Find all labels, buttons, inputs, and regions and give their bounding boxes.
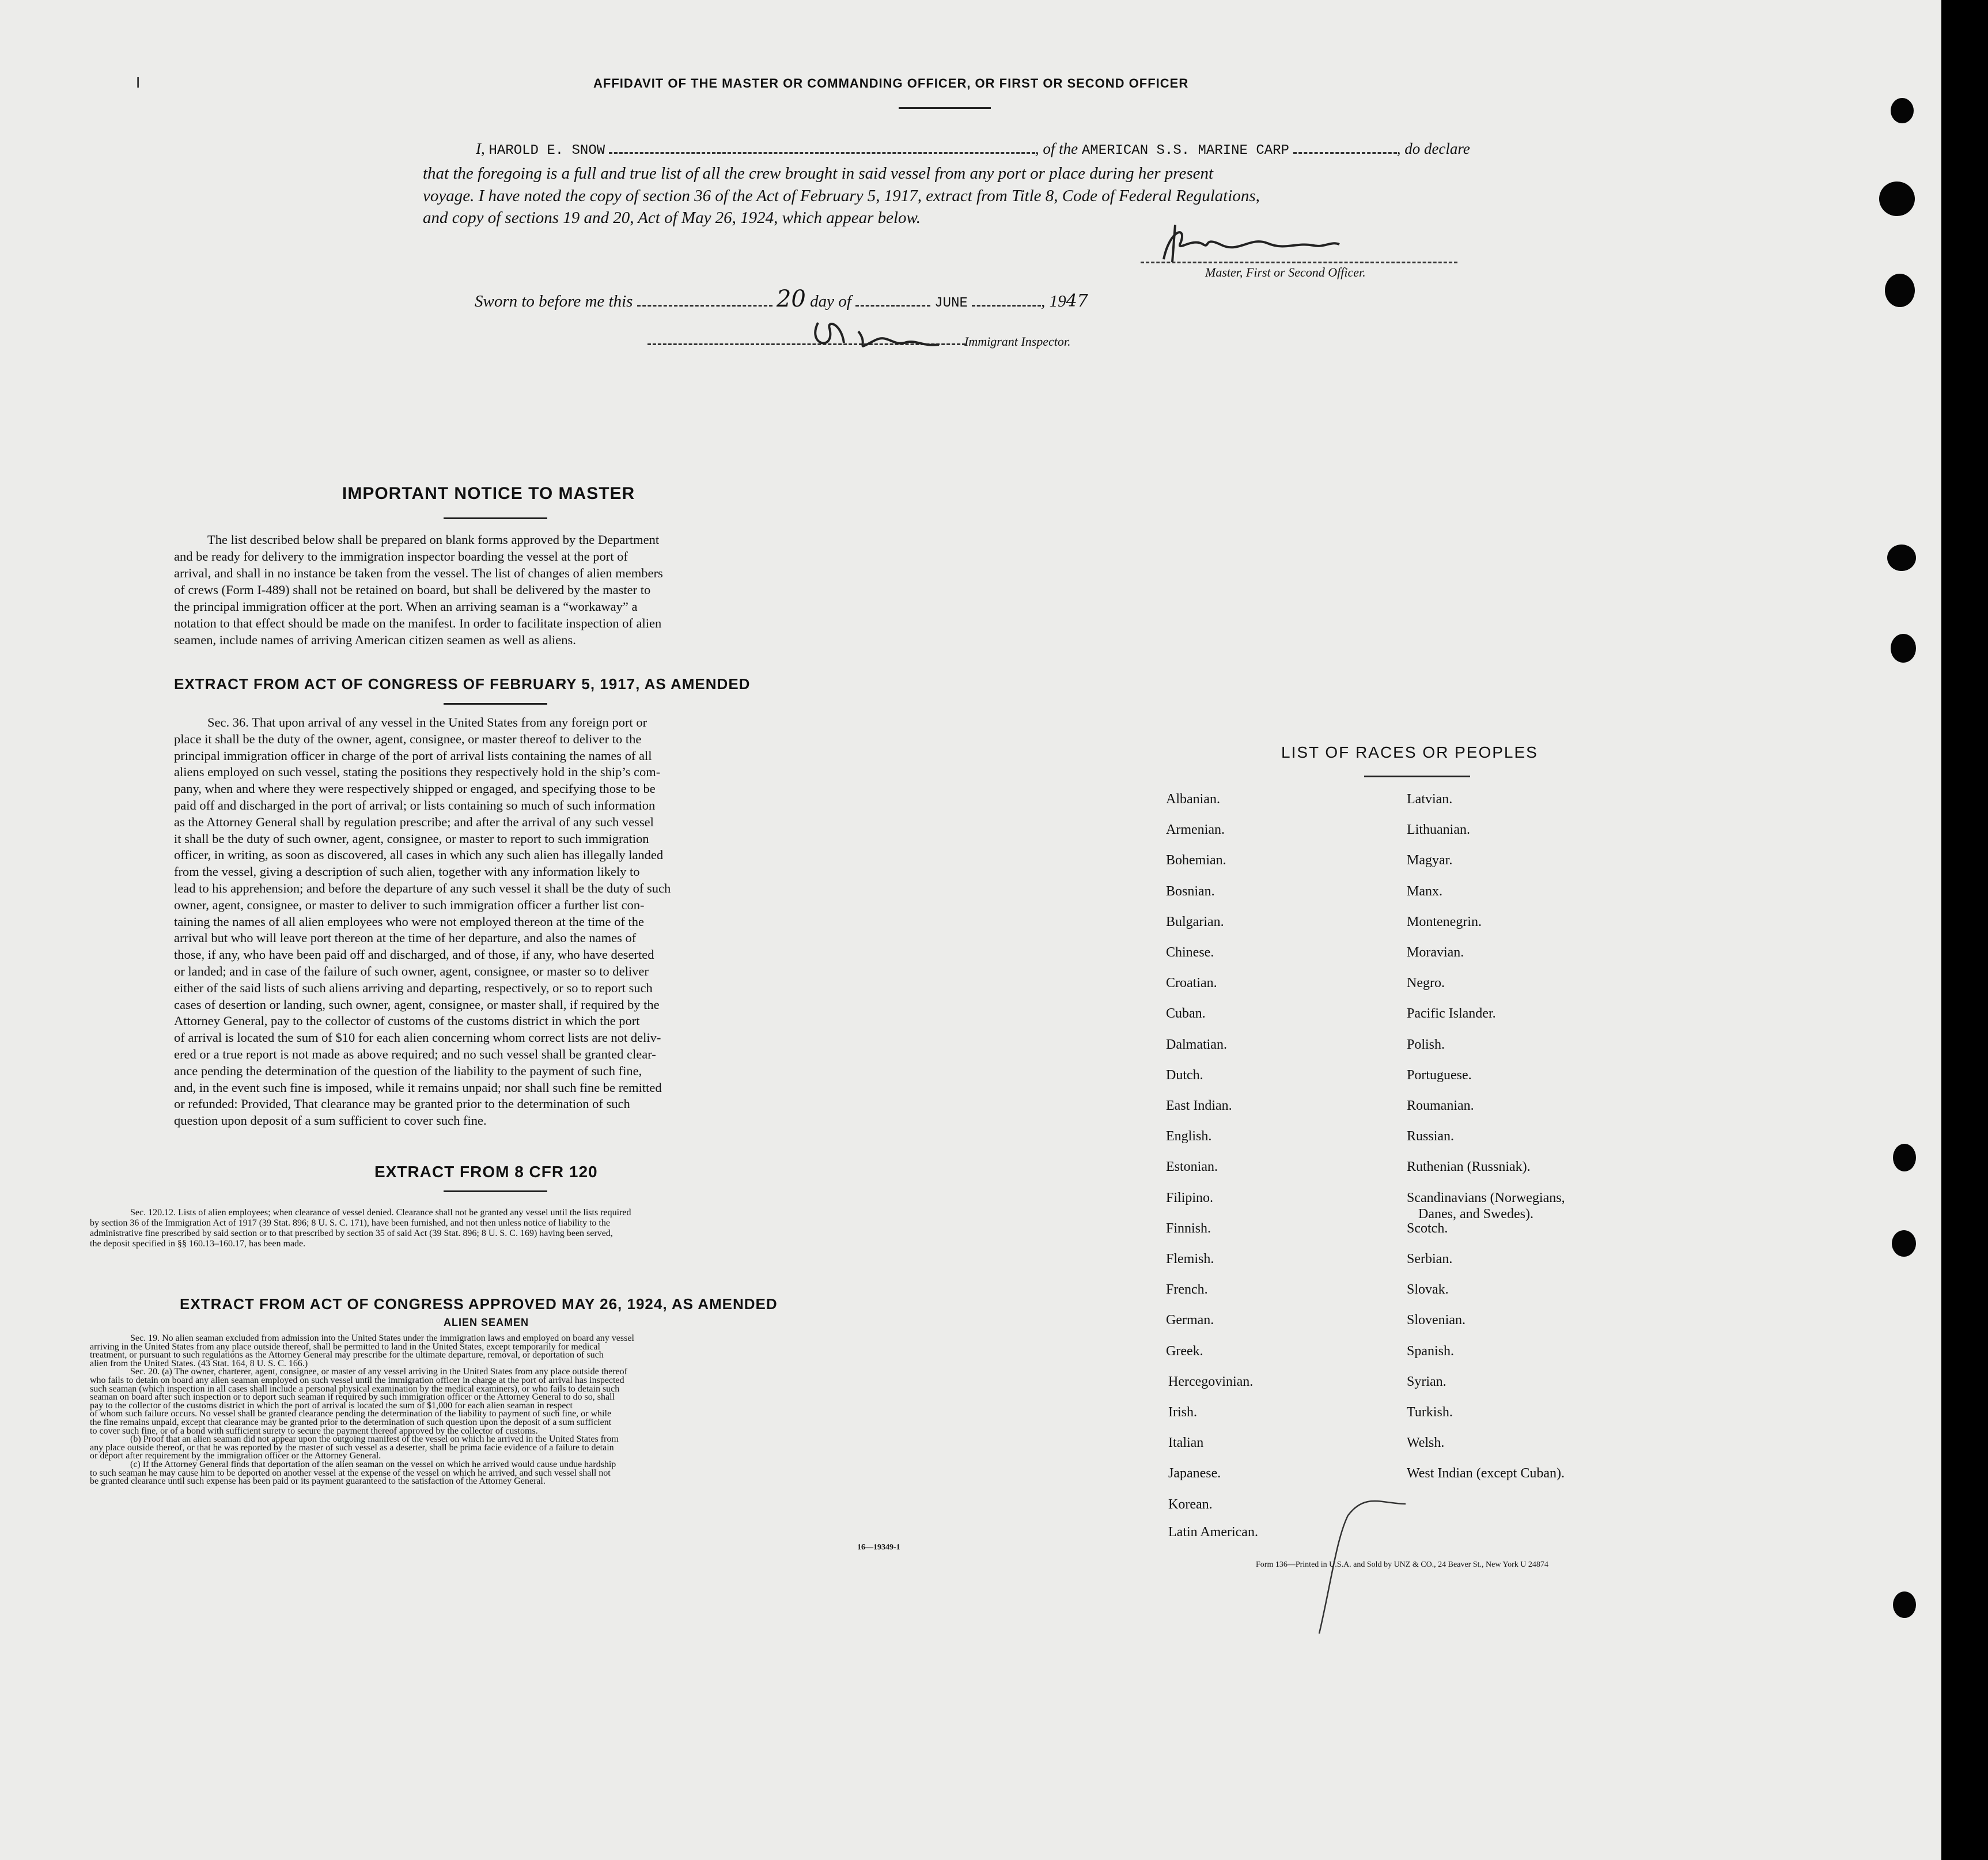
race-item: Filipino.: [1166, 1190, 1214, 1205]
extract1917-line: pany, when and where they were respectively shipped or engaged, and specifying those to be: [174, 781, 656, 796]
extract1917-line: or landed; and in case of the failure of such owner, agent, consignee, or master so to deliver: [174, 963, 649, 978]
punch-hole: [1891, 634, 1916, 663]
extract8cfr-line: the deposit specified in §§ 160.13–160.17, has been made.: [90, 1239, 306, 1249]
notice-line: and be ready for delivery to the immigration inspector boarding the vessel at the port of: [174, 549, 628, 564]
race-item: Spanish.: [1407, 1343, 1455, 1359]
extract8cfr-line: Sec. 120.12. Lists of alien employees; when clearance of vessel denied. Clearance shall not be granted any vessel until the lists required: [130, 1208, 631, 1218]
extract1924-line: or deport after requirement by the immigration officer or the Attorney General.: [90, 1451, 381, 1461]
affidavit-body-line4: and copy of sections 19 and 20, Act of May 26, 1924, which appear below.: [423, 209, 921, 227]
race-item: Chinese.: [1166, 945, 1214, 960]
race-item: East Indian.: [1166, 1098, 1232, 1113]
affidavit-line1: [476, 138, 1470, 158]
punch-hole: [1893, 1591, 1916, 1618]
race-item: Italian: [1168, 1435, 1204, 1451]
line1-mid: , of the: [1035, 140, 1078, 157]
dotted-fill: [855, 291, 930, 307]
extract1924-line: who fails to detain on board any alien seaman employed on such vessel until the immigration officer in charge at the port of arrival has inspected: [90, 1375, 624, 1385]
race-item: Bulgarian.: [1166, 914, 1224, 929]
extract8cfr-underline: [444, 1190, 547, 1192]
extract1917-line: and, in the event such fine is imposed, while it remains unpaid; nor shall such fine be remitted: [174, 1080, 662, 1095]
punch-hole: [1879, 182, 1915, 216]
race-item: Korean.: [1168, 1496, 1213, 1512]
race-item: West Indian (except Cuban).: [1407, 1466, 1565, 1481]
extract1917-line: Attorney General, pay to the collector of customs of the customs district in which the port: [174, 1014, 640, 1029]
extract1924-line: of whom such failure occurs. No vessel shall be granted clearance pending the determination of the liability to payment of such fine, or while: [90, 1409, 612, 1419]
extract1917-line: lead to his apprehension; and before the departure of any such vessel it shall be the duty of such: [174, 880, 671, 895]
race-item: Polish.: [1407, 1037, 1445, 1052]
extract1924-line: such seaman (which inspection in all cases shall include a personal physical examination by the medical examiners), or who fails to detain such: [90, 1383, 620, 1394]
extract1917-line: place it shall be the duty of the owner, agent, consignee, or master thereof to deliver to the: [174, 731, 642, 746]
extract1917-line: ered or a true report is not made as above required; and no such vessel shall be granted clear-: [174, 1046, 656, 1061]
race-item: Roumanian.: [1407, 1098, 1474, 1113]
master-signature: [1141, 219, 1348, 265]
race-item: Scotch.: [1407, 1220, 1448, 1236]
sworn-day: 20: [776, 286, 806, 312]
vessel-name: AMERICAN S.S. MARINE CARP: [1081, 143, 1289, 158]
extract8cfr-line: administrative fine prescribed by said section or to that prescribed by section 35 of said Act (39 Stat. 896; 8 U. S. C. 169) having been served,: [90, 1228, 613, 1238]
race-item: Hercegovinian.: [1168, 1374, 1254, 1389]
master-signature-line: [1141, 262, 1457, 263]
extract1917-line: as the Attorney General shall by regulation prescribe; and after the arrival of any such vessel: [174, 814, 654, 829]
dotted-fill: [637, 291, 773, 307]
race-item: Pacific Islander.: [1407, 1006, 1496, 1022]
extract1924-line: be granted clearance until such expense has been paid or its payment guaranteed to the satisfaction of the Attorney General.: [90, 1476, 546, 1487]
extract1917-line: either of the said lists of such aliens arriving and departing, respectively, or so to report such: [174, 980, 653, 995]
master-name: HAROLD E. SNOW: [489, 143, 605, 158]
extract1924-body: [90, 1334, 908, 1486]
sworn-year: 47: [1066, 291, 1088, 311]
race-item: Welsh.: [1407, 1435, 1445, 1451]
notice-line: of crews (Form I-489) shall not be retained on board, but shall be delivered by the master to: [174, 583, 651, 597]
extract8cfr-line: by section 36 of the Immigration Act of 1917 (39 Stat. 896; 8 U. S. C. 171), have been furnished, and not then unless notice of liability to the: [90, 1218, 610, 1228]
extract1917-line: arrival but who will leave port thereon at the time of her departure, and also the names of: [174, 931, 637, 946]
extract1917-line: or refunded: Provided, That clearance may be granted prior to the determination of such: [174, 1097, 630, 1112]
extract1924-line: (b) Proof that an alien seaman did not appear upon the outgoing manifest of the vessel on which he arrived in the United States from: [130, 1434, 619, 1445]
extract1917-line: from the vessel, giving a description of such alien, together with any information likely to: [174, 864, 640, 879]
race-item: Manx.: [1407, 883, 1442, 899]
extract1924-line: the fine remains unpaid, except that clearance may be granted prior to the determination of such question upon the deposit of a sum sufficient: [90, 1417, 612, 1427]
race-item: Scandinavians (Norwegians,: [1407, 1190, 1565, 1205]
notice-title: IMPORTANT NOTICE TO MASTER: [342, 484, 635, 503]
extract1924-line: to such seaman he may cause him to be deported on another vessel at the expense of the vessel on which he arrived, and such vessel shall not: [90, 1468, 611, 1478]
punch-hole: [1887, 545, 1916, 571]
master-caption: Master, First or Second Officer.: [1205, 265, 1366, 279]
race-item: Latvian.: [1407, 792, 1453, 807]
race-item: English.: [1166, 1129, 1212, 1144]
affidavit-body-line2: that the foregoing is a full and true list of all the crew brought in said vessel from any port or place during her present: [423, 164, 1214, 183]
extract1924-line: (c) If the Attorney General finds that deportation of the alien seaman on the vessel on which he arrived would cause undue hardship: [130, 1459, 616, 1469]
race-item: Moravian.: [1407, 945, 1464, 960]
extract1917-line: of arrival is located the sum of $10 for each alien concerning whom correct lists are not deliv-: [174, 1030, 661, 1045]
extract1917-line: cases of desertion or landing, such owner, agent, consignee, or master shall, if required by the: [174, 997, 660, 1012]
extract1917-title: EXTRACT FROM ACT OF CONGRESS OF FEBRUARY 5, 1917, AS AMENDED: [174, 675, 751, 693]
extract1924-line: pay to the collector of the customs district in which the port of arrival is located the sum of $1,000 for each alien seaman in respect: [90, 1400, 573, 1411]
race-item: Bohemian.: [1166, 853, 1226, 868]
extract1924-line: Sec. 19. No alien seaman excluded from admission into the United States under the immigration laws and employed on board any vessel: [130, 1333, 634, 1343]
extract1924-line: any place outside thereof, or that he was reported by the master of such vessel as a deserter, shall be prima facie evidence of a failure to detain: [90, 1442, 614, 1453]
extract1917-line: officer, in writing, as soon as discovered, all cases in which any such alien has illegally landed: [174, 848, 664, 863]
race-item: Armenian.: [1166, 822, 1225, 838]
line1-prefix: I,: [476, 140, 485, 157]
extract1917-line: question upon deposit of a sum sufficient to cover such fine.: [174, 1113, 487, 1128]
dotted-fill: [972, 291, 1041, 307]
affidavit-body-line3: voyage. I have noted the copy of section 36 of the Act of February 5, 1917, extract from Title 8, Code of Federal Regulations,: [423, 187, 1260, 205]
inspector-signature: [801, 311, 974, 357]
extract1924-title: EXTRACT FROM ACT OF CONGRESS APPROVED MAY 26, 1924, AS AMENDED: [180, 1295, 778, 1313]
printer-line: Form 136—Printed in U.S.A. and Sold by UNZ & CO., 24 Beaver St., New York U 24874: [1256, 1560, 1548, 1569]
extract1917-line: principal immigration officer in charge of the port of arrival lists containing the names of all: [174, 748, 652, 763]
extract1924-line: seaman on board after such inspection or to deport such seaman if required by such immigration officer or the Attorney General to do so, shall: [90, 1392, 615, 1402]
race-item: Ruthenian (Russniak).: [1407, 1159, 1531, 1175]
race-item: Slovenian.: [1407, 1313, 1466, 1328]
race-item: Irish.: [1168, 1405, 1197, 1420]
extract1924-line: Sec. 20. (a) The owner, charterer, agent, consignee, or master of any vessel arriving in the United States from any place outside thereof: [130, 1367, 627, 1377]
race-item: French.: [1166, 1282, 1208, 1298]
year-prefix: , 19: [1041, 292, 1066, 311]
punch-hole: [1891, 98, 1914, 123]
extract8cfr-title: EXTRACT FROM 8 CFR 120: [374, 1163, 598, 1181]
race-item: Dutch.: [1166, 1067, 1203, 1083]
extract1917-line: owner, agent, consignee, or master to deliver to such immigration officer a further list con-: [174, 897, 645, 912]
race-item: Finnish.: [1166, 1220, 1211, 1236]
races-underline: [1364, 776, 1470, 777]
sworn-month: JUNE: [934, 296, 968, 311]
race-item: Lithuanian.: [1407, 822, 1470, 838]
extract1917-line: it shall be the duty of such owner, agent, consignee, or master to report to such immigration: [174, 831, 649, 846]
race-item: German.: [1166, 1313, 1214, 1328]
dotted-fill: [609, 138, 1035, 154]
notice-body: [174, 531, 819, 648]
race-item: Syrian.: [1407, 1374, 1446, 1389]
extract8cfr-body: [90, 1208, 908, 1249]
line1-suffix: , do declare: [1396, 140, 1470, 157]
extract1917-underline: [444, 703, 547, 705]
extract1917-line: ance pending the determination of the question of the liability to the payment of such fine,: [174, 1063, 642, 1078]
notice-line: the principal immigration officer at the port. When an arriving seaman is a “workaway” a: [174, 599, 638, 614]
race-item: Russian.: [1407, 1129, 1455, 1144]
races-title: LIST OF RACES OR PEOPLES: [1281, 743, 1538, 761]
extract1917-line: paid off and discharged in the port of arrival; or lists containing so much of such information: [174, 797, 656, 812]
notice-line: arrival, and shall in no instance be taken from the vessel. The list of changes of alien members: [174, 566, 663, 580]
extract1924-line: to cover such fine, or of a bond with sufficient surety to secure the payment thereof approved by the collector of customs.: [90, 1426, 538, 1436]
extract1924-subtitle: ALIEN SEAMEN: [444, 1317, 529, 1328]
race-item: Japanese.: [1168, 1466, 1221, 1481]
extract1917-line: taining the names of all alien employees who were not employed thereon at the time of the: [174, 914, 644, 929]
extract1917-body: [174, 714, 818, 1129]
extract1917-line: aliens employed on such vessel, stating the positions they respectively hold in the ship’s com-: [174, 765, 661, 780]
extract1917-line: Sec. 36. That upon arrival of any vessel in the United States from any foreign port or: [207, 715, 647, 729]
inspector-caption: Immigrant Inspector.: [964, 334, 1071, 349]
race-item: Albanian.: [1166, 792, 1220, 807]
title-underline: [899, 107, 991, 109]
notice-line: seamen, include names of arriving American citizen seamen as well as aliens.: [174, 633, 576, 647]
punch-hole: [1892, 1230, 1916, 1257]
race-item: Estonian.: [1166, 1159, 1218, 1175]
extract1917-line: those, if any, who have been paid off and discharged, and of those, if any, who have deserted: [174, 947, 654, 962]
punch-hole: [1893, 1144, 1916, 1171]
extract1924-line: alien from the United States. (43 Stat. 164, 8 U. S. C. 166.): [90, 1358, 308, 1368]
notice-underline: [444, 517, 547, 519]
day-of: day of: [810, 292, 851, 311]
sworn-prefix: Sworn to before me this: [475, 292, 633, 311]
form-code: 16—19349-1: [857, 1543, 900, 1552]
race-item: Montenegrin.: [1407, 914, 1482, 929]
race-item: Portuguese.: [1407, 1067, 1472, 1083]
page-marker: I: [136, 74, 141, 91]
race-item: Greek.: [1166, 1343, 1203, 1359]
race-item: Serbian.: [1407, 1252, 1453, 1267]
race-item: Dalmatian.: [1166, 1037, 1227, 1052]
notice-line: The list described below shall be prepared on blank forms approved by the Department: [207, 532, 660, 547]
race-item: Negro.: [1407, 976, 1445, 991]
race-item: Latin American.: [1168, 1524, 1258, 1540]
race-item: Magyar.: [1407, 853, 1453, 868]
race-item: Cuban.: [1166, 1006, 1206, 1022]
race-item: Turkish.: [1407, 1405, 1453, 1420]
notice-line: notation to that effect should be made on the manifest. In order to facilitate inspection of alien: [174, 616, 662, 630]
race-item: Bosnian.: [1166, 883, 1215, 899]
race-item: Slovak.: [1407, 1282, 1449, 1298]
race-item: Danes, and Swedes).: [1418, 1206, 1533, 1222]
punch-hole: [1885, 274, 1915, 307]
dotted-fill: [1293, 138, 1397, 154]
race-item: Croatian.: [1166, 976, 1217, 991]
extract1924-line: treatment, or pursuant to such regulations as the Attorney General may prescribe for the ultimate departure, removal, or deportation of such: [90, 1350, 604, 1360]
sworn-line: [475, 286, 1088, 312]
race-item: Flemish.: [1166, 1252, 1214, 1267]
extract1924-line: arriving in the United States from any place outside thereof, shall be permitted to land in the United States, except temporarily for medical: [90, 1341, 600, 1352]
affidavit-title: AFFIDAVIT OF THE MASTER OR COMMANDING OFFICER, OR FIRST OR SECOND OFFICER: [593, 76, 1189, 90]
